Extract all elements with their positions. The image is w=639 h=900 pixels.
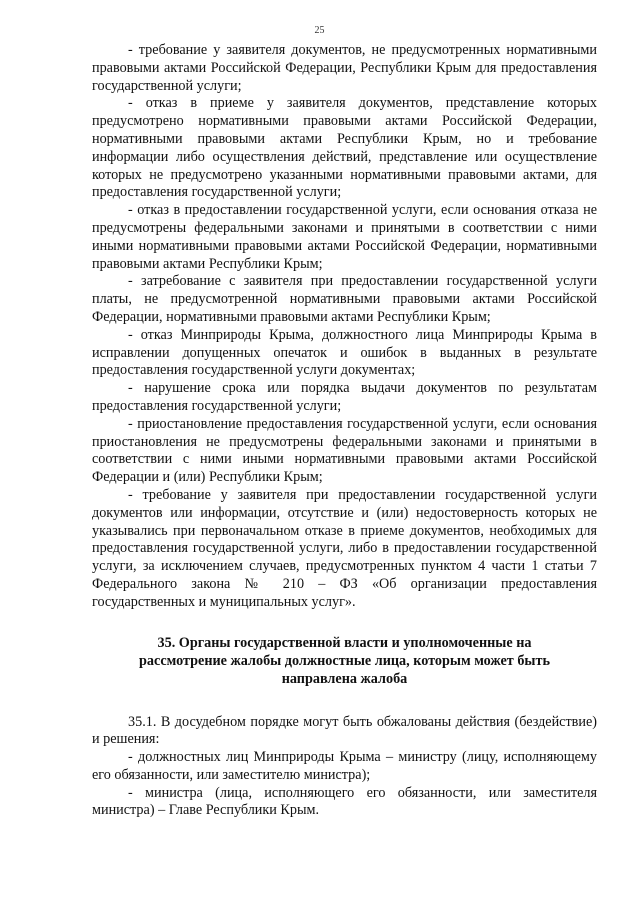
list-item: - отказ Минприроды Крыма, должностного лица Минприроды Крыма в исправлении допущенных опечаток и ошибок в выданных в результате предоставления государственной услуги документах; xyxy=(92,326,597,379)
clause-paragraph: 35.1. В досудебном порядке могут быть обжалованы действия (бездействие) и решения: xyxy=(92,713,597,748)
list-item: - требование у заявителя при предоставлении государственной услуги документов или информации, отсутствие и (или) недостоверность которых не указывались при первоначальном отказе в приеме документов, необходимых для предоставления государственной услуги, либо в предоставлении государственной услуги, за исключением случаев, предусмотренных пунктом 4 части 1 статьи 7 Федерального закона № 210 – ФЗ «Об организации предоставления государственных и муниципальных услуг». xyxy=(92,486,597,610)
section-heading-line: рассмотрение жалобы должностные лица, которым может быть xyxy=(139,652,550,669)
list-item: - нарушение срока или порядка выдачи документов по результатам предоставления государственной услуги; xyxy=(92,380,597,414)
list-item: - отказ в приеме у заявителя документов, представление которых предусмотрено нормативными правовыми актами Российской Федерации, нормативными правовыми актами Республики Крым, но и требование информации либо осуществления действий, представление или осуществление которых не предусмотрено указанными нормативными правовыми актами, для предоставления государственной услуги; xyxy=(92,95,597,201)
list-item: - отказ в предоставлении государственной услуги, если основания отказа не предусмотрены федеральными законами и принятыми в соответствии с ними иными нормативными правовыми актами Российской Федерации, нормативными правовыми актами Республики Крым; xyxy=(92,202,597,272)
list-item: - министра (лица, исполняющего его обязанности, или заместителя министра) – Главе Республики Крым. xyxy=(92,784,597,819)
section-heading-line: направлена жалоба xyxy=(281,670,408,687)
section-heading-line: 35. Органы государственной власти и уполномоченные на xyxy=(157,634,532,651)
list-item: - затребование с заявителя при предоставлении государственной услуги платы, не предусмотренной нормативными правовыми актами Российской Федерации, нормативными правовыми актами Республики Крым; xyxy=(92,273,597,325)
section-heading xyxy=(122,634,567,688)
list-item: - приостановление предоставления государственной услуги, если основания приостановления не предусмотрены федеральными законами и принятыми в соответствии с ними иными нормативными правовыми актами Российской Федерации и (или) Республики Крым; xyxy=(92,415,597,486)
list-item: - должностных лиц Минприроды Крыма – министру (лицу, исполняющему его обязанности, или заместителю министра); xyxy=(92,749,597,783)
page-number: 25 xyxy=(314,25,325,36)
list-item: - требование у заявителя документов, не предусмотренных нормативными правовыми актами Российской Федерации, Республики Крым для предоставления государственной услуги; xyxy=(92,42,597,94)
document-body xyxy=(92,42,597,820)
